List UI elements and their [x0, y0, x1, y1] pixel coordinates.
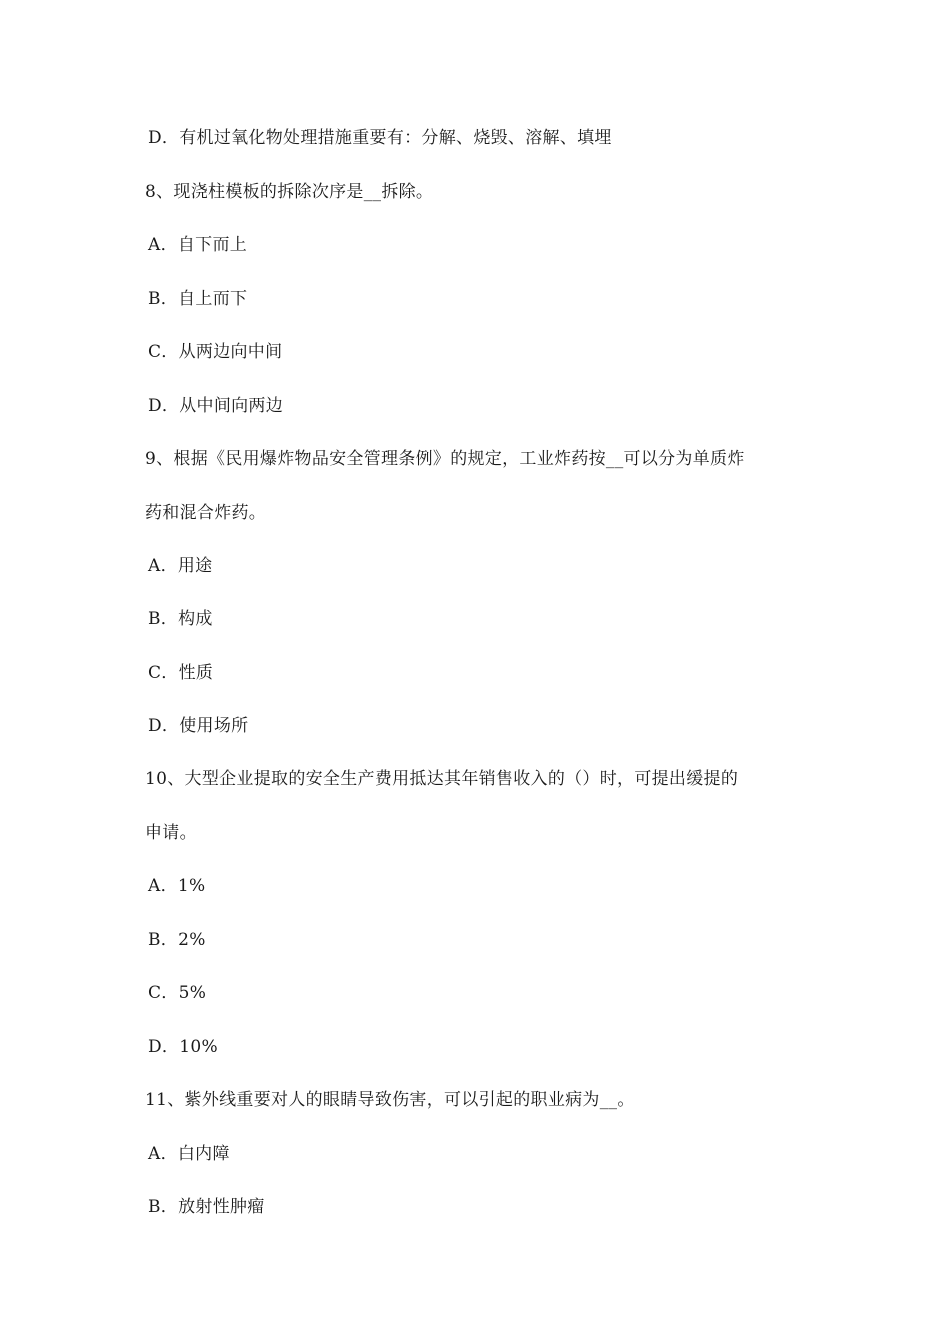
q11-option-a: A．白内障	[148, 1144, 230, 1164]
q9-option-a: A．用途	[148, 556, 213, 576]
q9-option-b: B．构成	[148, 609, 213, 629]
q10-option-a: A．1%	[148, 876, 206, 896]
q11-option-b: B．放射性肿瘤	[148, 1197, 265, 1217]
q8-option-d: D．从中间向两边	[148, 396, 284, 416]
q9-option-d: D．使用场所	[148, 716, 249, 736]
q7-option-d: D．有机过氧化物处理措施重要有：分解、烧毁、溶解、填埋	[148, 128, 612, 148]
q8-option-c: C．从两边向中间	[148, 342, 283, 362]
q8-option-b: B．自上而下	[148, 289, 248, 309]
question-10-continued: 申请。	[145, 823, 197, 843]
question-10: 10、大型企业提取的安全生产费用抵达其年销售收入的（）时，可提出缓提的	[145, 769, 739, 789]
q8-option-a: A．自下而上	[148, 235, 248, 255]
q10-option-b: B．2%	[148, 930, 206, 950]
q9-option-c: C．性质	[148, 663, 214, 683]
q10-option-c: C．5%	[148, 983, 207, 1003]
question-9-continued: 药和混合炸药。	[145, 503, 267, 523]
q10-option-d: D．10%	[148, 1037, 218, 1057]
question-11: 11、紫外线重要对人的眼睛导致伤害，可以引起的职业病为__。	[145, 1090, 635, 1110]
question-8: 8、现浇柱模板的拆除次序是__拆除。	[145, 182, 434, 202]
question-9: 9、根据《民用爆炸物品安全管理条例》的规定，工业炸药按__可以分为单质炸	[145, 449, 745, 469]
